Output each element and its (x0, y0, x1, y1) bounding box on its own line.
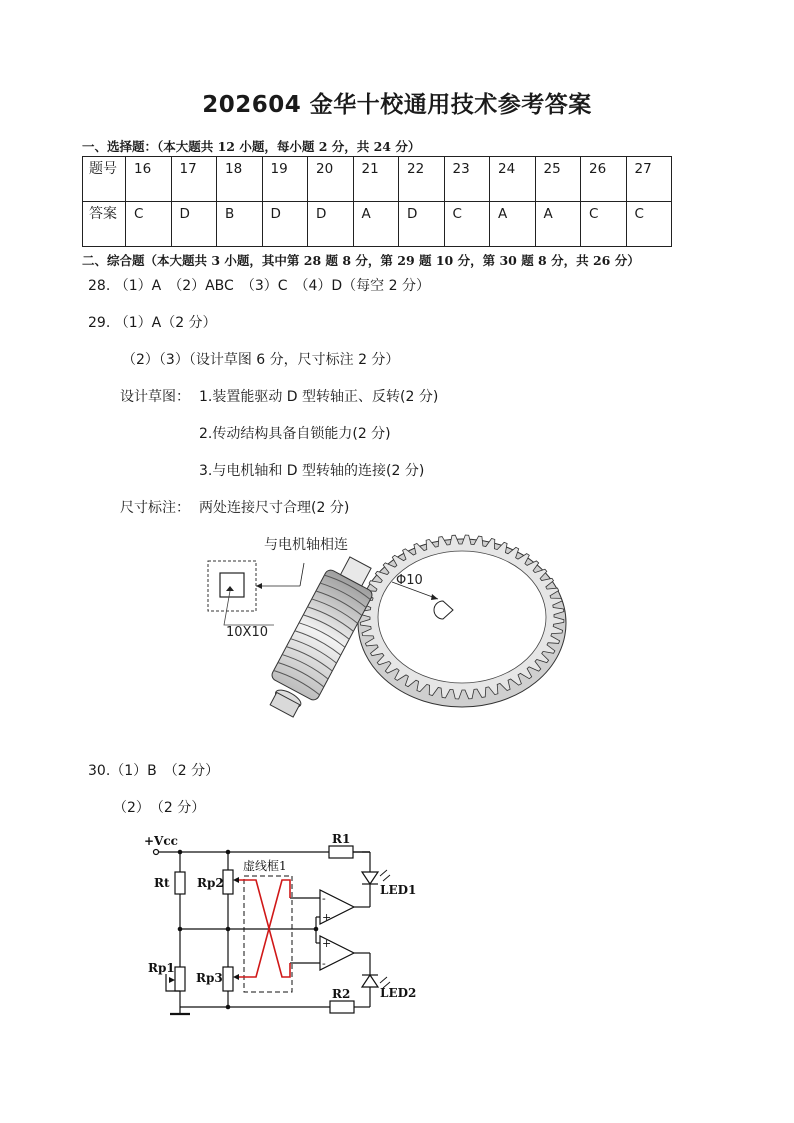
rp3-resistor (223, 967, 233, 991)
sketch-criterion-2: 2.传动结构具备自锁能力(2 分) (199, 426, 391, 442)
answer-q30-1: 30.（1）B （2 分） (88, 763, 220, 779)
answer-table (82, 156, 672, 247)
answer-q29-2-3: （2）（3）（设计草图 6 分，尺寸标注 2 分） (122, 352, 400, 368)
connection-arrow-head (256, 583, 262, 589)
answer-cell: C (581, 202, 627, 247)
worm-wheel (358, 535, 566, 707)
led1-ray (380, 870, 387, 876)
answer-cell: A (353, 202, 399, 247)
rp1-wiper-arrow (169, 977, 175, 983)
rp3-wiper-arrow (233, 974, 239, 980)
answer-cell: D (399, 202, 445, 247)
question-number: 20 (308, 157, 354, 202)
answer-cell: A (535, 202, 581, 247)
question-number: 21 (353, 157, 399, 202)
question-number: 19 (262, 157, 308, 202)
answer-cell: C (626, 202, 672, 247)
table-row-answers (83, 202, 672, 247)
callout-leader (300, 563, 304, 586)
square-dimension-label: 10X10 (226, 625, 268, 640)
row-label-answer: 答案 (83, 202, 126, 247)
sketch-criterion-1: 1.装置能驱动 D 型转轴正、反转(2 分) (199, 389, 439, 405)
dimension-criterion: 两处连接尺寸合理(2 分) (199, 500, 350, 516)
vcc-label: +Vcc (144, 834, 178, 848)
question-number: 23 (444, 157, 490, 202)
rp3-label: Rp3 (196, 971, 223, 985)
answer-cell: C (126, 202, 172, 247)
question-number: 18 (217, 157, 263, 202)
rt-label: Rt (154, 876, 170, 890)
junction-dot (226, 927, 231, 932)
question-number: 27 (626, 157, 672, 202)
answer-cell: D (308, 202, 354, 247)
answer-q29-1: 29. （1）A（2 分） (88, 315, 217, 331)
answer-cell: D (171, 202, 217, 247)
comp1-minus-sign: - (322, 892, 326, 905)
comparator-circuit (140, 832, 440, 1032)
led2-ray (380, 977, 387, 983)
led1-ray (383, 875, 390, 881)
r1-resistor (329, 846, 353, 858)
question-number: 17 (171, 157, 217, 202)
led1-label: LED1 (380, 883, 417, 897)
junction-dot (178, 927, 183, 932)
answer-q30-2: （2） （2 分） (113, 800, 206, 816)
rt-resistor (175, 872, 185, 894)
junction-dot (314, 927, 319, 932)
sketch-criterion-3: 3.与电机轴和 D 型转轴的连接(2 分) (199, 463, 425, 479)
gear-face (378, 551, 546, 683)
square-hole (220, 573, 244, 597)
question-number: 24 (490, 157, 536, 202)
row-label-number: 题号 (83, 157, 126, 202)
question-number: 25 (535, 157, 581, 202)
phi-dimension-label: Φ10 (396, 573, 423, 588)
rp2-resistor (223, 870, 233, 894)
table-row-numbers (83, 157, 672, 202)
answer-cell: B (217, 202, 263, 247)
answer-cell: D (262, 202, 308, 247)
rp2-wiper-arrow (233, 877, 239, 883)
worm-gear-sketch (200, 525, 580, 720)
answer-q28: 28. （1）A （2）ABC （3）C （4）D（每空 2 分） (88, 278, 430, 294)
answer-cell: A (490, 202, 536, 247)
r2-label: R2 (332, 987, 351, 1001)
junction-dot (226, 1005, 231, 1010)
led2-label: LED2 (380, 986, 417, 1000)
sketch-criteria-label: 设计草图： (120, 389, 190, 405)
led2-diode (362, 975, 378, 987)
rp2-label: Rp2 (197, 876, 224, 890)
comp2-plus-sign-top: + (322, 937, 332, 950)
section-choice-heading: 一、选择题：（本大题共 12 小题，每小题 2 分，共 24 分） (82, 139, 421, 154)
dimension-criteria-label: 尺寸标注： (120, 500, 190, 516)
rp1-resistor (175, 967, 185, 991)
question-number: 16 (126, 157, 172, 202)
comp2-minus-sign: - (322, 957, 326, 970)
answer-cell: C (444, 202, 490, 247)
r2-resistor (330, 1001, 354, 1013)
junction-dot (226, 850, 231, 855)
led1-diode (362, 872, 378, 884)
section-comprehensive-heading: 二、综合题（本大题共 3 小题，其中第 28 题 8 分，第 29 题 10 分，第 30 题 8 分，共 26 分） (82, 253, 640, 268)
motor-connection-callout: 与电机轴相连 (264, 537, 348, 553)
dashed-box-label: 虚线框1 (243, 859, 287, 873)
page-title: 202604 金华十校通用技术参考答案 (202, 92, 592, 118)
vcc-terminal (154, 850, 159, 855)
question-number: 26 (581, 157, 627, 202)
question-number: 22 (399, 157, 445, 202)
comp1-plus-sign: + (322, 911, 332, 924)
rp1-label: Rp1 (148, 961, 175, 975)
junction-dot (178, 850, 183, 855)
r1-label: R1 (332, 832, 351, 846)
